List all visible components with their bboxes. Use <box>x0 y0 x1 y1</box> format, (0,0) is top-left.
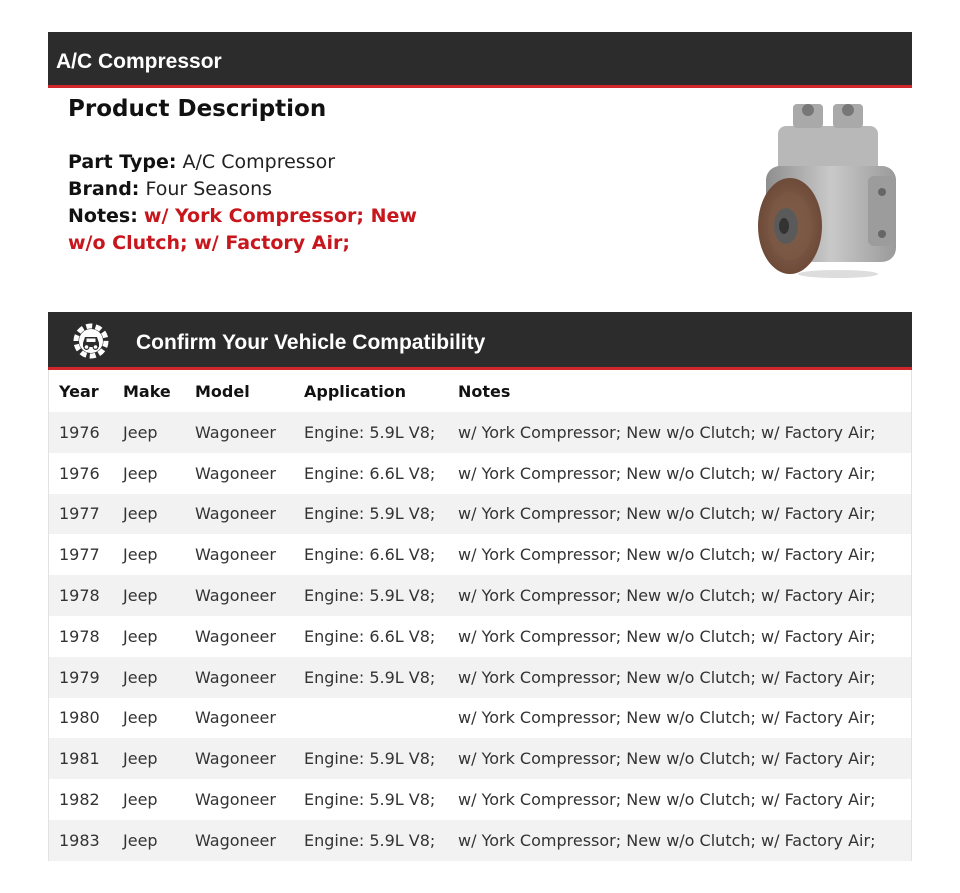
cell-application: Engine: 5.9L V8; <box>304 738 458 779</box>
table-row <box>49 820 911 861</box>
column-header-make: Make <box>123 381 171 401</box>
table-header-row <box>49 370 911 412</box>
column-header-year: Year <box>59 381 99 401</box>
product-description-title: Product Description <box>68 96 327 122</box>
cell-model: Wagoneer <box>195 698 304 739</box>
cell-year: 1982 <box>49 779 123 820</box>
cell-model: Wagoneer <box>195 575 304 616</box>
cell-notes: w/ York Compressor; New w/o Clutch; w/ Factory Air; <box>458 575 911 616</box>
gear-car-icon <box>70 320 112 362</box>
part-type-line <box>68 149 448 176</box>
cell-application <box>304 698 458 739</box>
brand-value: Four Seasons <box>145 178 273 200</box>
cell-application: Engine: 5.9L V8; <box>304 657 458 698</box>
cell-application: Engine: 5.9L V8; <box>304 779 458 820</box>
cell-year: 1977 <box>49 534 123 575</box>
cell-model: Wagoneer <box>195 534 304 575</box>
cell-notes: w/ York Compressor; New w/o Clutch; w/ Factory Air; <box>458 616 911 657</box>
cell-year: 1981 <box>49 738 123 779</box>
cell-make: Jeep <box>123 779 195 820</box>
cell-notes: w/ York Compressor; New w/o Clutch; w/ Factory Air; <box>458 494 911 535</box>
cell-make: Jeep <box>123 453 195 494</box>
table-row <box>49 494 911 535</box>
cell-make: Jeep <box>123 494 195 535</box>
cell-make: Jeep <box>123 820 195 861</box>
cell-notes: w/ York Compressor; New w/o Clutch; w/ Factory Air; <box>458 820 911 861</box>
cell-model: Wagoneer <box>195 820 304 861</box>
cell-notes: w/ York Compressor; New w/o Clutch; w/ Factory Air; <box>458 738 911 779</box>
cell-application: Engine: 5.9L V8; <box>304 494 458 535</box>
section-header-bar <box>48 32 912 88</box>
cell-model: Wagoneer <box>195 779 304 820</box>
cell-notes: w/ York Compressor; New w/o Clutch; w/ Factory Air; <box>458 412 911 453</box>
cell-model: Wagoneer <box>195 657 304 698</box>
table-row <box>49 738 911 779</box>
cell-model: Wagoneer <box>195 453 304 494</box>
product-description-details <box>68 149 448 257</box>
cell-application: Engine: 5.9L V8; <box>304 575 458 616</box>
cell-year: 1977 <box>49 494 123 535</box>
column-header-model: Model <box>195 381 250 401</box>
cell-application: Engine: 6.6L V8; <box>304 534 458 575</box>
brand-line <box>68 176 448 203</box>
compatibility-header-bar <box>48 312 912 370</box>
column-header-application: Application <box>304 381 407 401</box>
cell-application: Engine: 6.6L V8; <box>304 616 458 657</box>
cell-model: Wagoneer <box>195 412 304 453</box>
cell-year: 1976 <box>49 412 123 453</box>
cell-application: Engine: 5.9L V8; <box>304 412 458 453</box>
cell-notes: w/ York Compressor; New w/o Clutch; w/ Factory Air; <box>458 698 911 739</box>
cell-notes: w/ York Compressor; New w/o Clutch; w/ Factory Air; <box>458 453 911 494</box>
compressor-product-image <box>738 96 910 280</box>
cell-year: 1978 <box>49 616 123 657</box>
cell-make: Jeep <box>123 738 195 779</box>
compatibility-title: Confirm Your Vehicle Compatibility <box>136 331 486 354</box>
notes-label: Notes: <box>68 205 138 227</box>
notes-value: w/ York Compressor; New w/o Clutch; w/ Factory Air; <box>68 205 417 254</box>
table-row <box>49 412 911 453</box>
cell-year: 1976 <box>49 453 123 494</box>
cell-make: Jeep <box>123 616 195 657</box>
table-row <box>49 698 911 739</box>
table-row <box>49 616 911 657</box>
section-title: A/C Compressor <box>56 50 222 73</box>
cell-make: Jeep <box>123 657 195 698</box>
compatibility-table <box>49 370 911 861</box>
table-row <box>49 534 911 575</box>
cell-year: 1978 <box>49 575 123 616</box>
cell-make: Jeep <box>123 575 195 616</box>
cell-make: Jeep <box>123 412 195 453</box>
table-row <box>49 657 911 698</box>
cell-make: Jeep <box>123 534 195 575</box>
cell-model: Wagoneer <box>195 738 304 779</box>
table-row <box>49 575 911 616</box>
notes-line <box>68 203 448 257</box>
part-type-value: A/C Compressor <box>182 151 336 173</box>
cell-notes: w/ York Compressor; New w/o Clutch; w/ Factory Air; <box>458 534 911 575</box>
cell-application: Engine: 5.9L V8; <box>304 820 458 861</box>
brand-label: Brand: <box>68 178 140 200</box>
cell-notes: w/ York Compressor; New w/o Clutch; w/ Factory Air; <box>458 657 911 698</box>
cell-model: Wagoneer <box>195 494 304 535</box>
cell-model: Wagoneer <box>195 616 304 657</box>
cell-notes: w/ York Compressor; New w/o Clutch; w/ Factory Air; <box>458 779 911 820</box>
cell-year: 1983 <box>49 820 123 861</box>
cell-application: Engine: 6.6L V8; <box>304 453 458 494</box>
cell-year: 1979 <box>49 657 123 698</box>
cell-make: Jeep <box>123 698 195 739</box>
column-header-notes: Notes <box>458 381 511 401</box>
table-row <box>49 453 911 494</box>
table-row <box>49 779 911 820</box>
cell-year: 1980 <box>49 698 123 739</box>
part-type-label: Part Type: <box>68 151 177 173</box>
compatibility-table-container <box>48 370 912 861</box>
